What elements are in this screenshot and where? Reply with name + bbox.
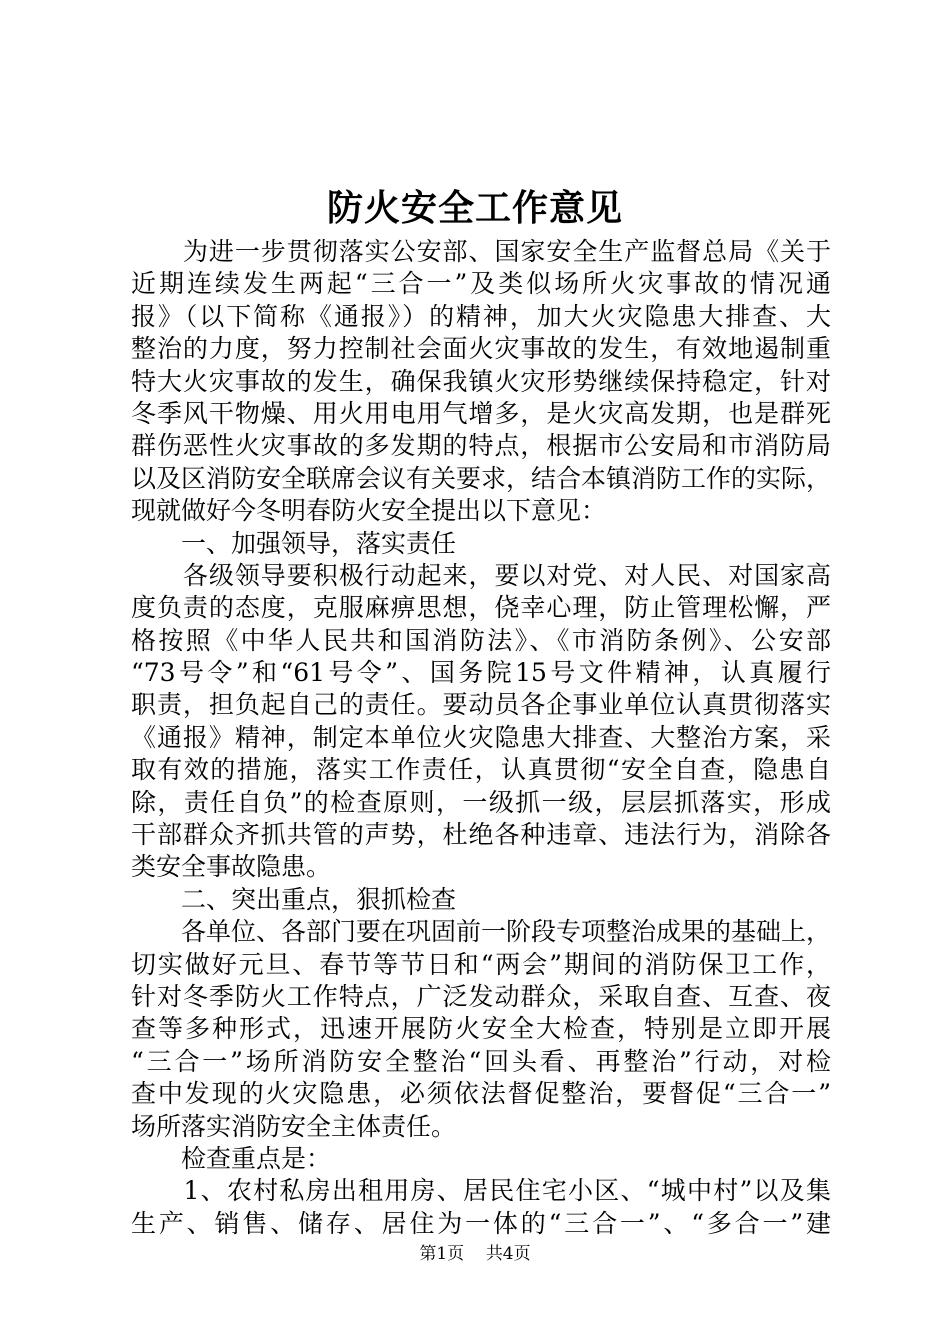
body-line: 度负责的态度，克服麻痹思想，侥幸心理，防止管理松懈，严	[131, 593, 831, 623]
body-line: 查中发现的火灾隐患，必须依法督促整治，要督促“三合一”	[131, 1079, 831, 1109]
section-heading: 一、加强领导，落实责任	[131, 528, 457, 558]
body-line: 为进一步贯彻落实公安部、国家安全生产监督总局《关于	[131, 237, 831, 266]
body-line: 报》（以下简称《通报》）的精神，加大火灾隐患大排查、大	[131, 301, 831, 331]
body-line: 冬季风干物燥、用火用电用气增多，是火灾高发期，也是群死	[131, 398, 831, 428]
document-title: 防火安全工作意见	[326, 187, 623, 229]
body-line: 查等多种形式，迅速开展防火安全大检查，特别是立即开展	[131, 1014, 831, 1044]
body-line: 《通报》精神，制定本单位火灾隐患大排查、大整治方案，采	[131, 722, 831, 752]
page-total: 共4页	[485, 1244, 531, 1264]
body-line: 场所落实消防安全主体责任。	[131, 1111, 457, 1141]
section-heading: 二、突出重点，狠抓检查	[131, 884, 457, 914]
body-line: 各级领导要积极行动起来，要以对党、对人民、对国家高	[131, 560, 831, 590]
body-line: 生产、销售、储存、居住为一体的“三合一”、“多合一”建	[131, 1208, 831, 1238]
page-footer	[0, 1243, 950, 1265]
body-line: 特大火灾事故的发生，确保我镇火灾形势继续保持稳定，针对	[131, 366, 831, 396]
body-line: “73号令”和“61号令”、国务院15号文件精神，认真履行	[131, 658, 831, 688]
body-line: 除，责任自负”的检查原则，一级抓一级，层层抓落实，形成	[131, 787, 831, 817]
body-line: 切实做好元旦、春节等节日和“两会”期间的消防保卫工作，	[131, 949, 831, 979]
section-heading: 检查重点是：	[131, 1143, 332, 1173]
page-number: 第1页	[419, 1244, 465, 1264]
body-line: 格按照《中华人民共和国消防法》、《市消防条例》、公安部	[131, 625, 831, 655]
body-line: 针对冬季防火工作特点，广泛发动群众，采取自查、互查、夜	[131, 981, 831, 1011]
body-line: 现就做好今冬明春防火安全提出以下意见：	[131, 496, 607, 526]
body-line: 整治的力度，努力控制社会面火灾事故的发生，有效地遏制重	[131, 334, 831, 364]
body-line: 干部群众齐抓共管的声势，杜绝各种违章、违法行为，消除各	[131, 820, 831, 850]
document-body	[131, 236, 831, 1240]
body-line: 1、农村私房出租用房、居民住宅小区、“城中村”以及集	[131, 1176, 831, 1206]
body-line: “三合一”场所消防安全整治“回头看、再整治”行动，对检	[131, 1046, 831, 1076]
body-line: 职责，担负起自己的责任。要动员各企事业单位认真贯彻落实	[131, 690, 831, 720]
body-line: 类安全事故隐患。	[131, 852, 332, 882]
body-line: 取有效的措施，落实工作责任，认真贯彻“安全自查，隐患自	[131, 755, 831, 785]
body-line: 群伤恶性火灾事故的多发期的特点，根据市公安局和市消防局	[131, 431, 831, 461]
body-line: 以及区消防安全联席会议有关要求，结合本镇消防工作的实际，	[131, 463, 832, 493]
page-separator	[470, 1243, 481, 1265]
body-line: 近期连续发生两起“三合一”及类似场所火灾事故的情况通	[131, 269, 831, 299]
body-line: 各单位、各部门要在巩固前一阶段专项整治成果的基础上，	[131, 917, 832, 947]
